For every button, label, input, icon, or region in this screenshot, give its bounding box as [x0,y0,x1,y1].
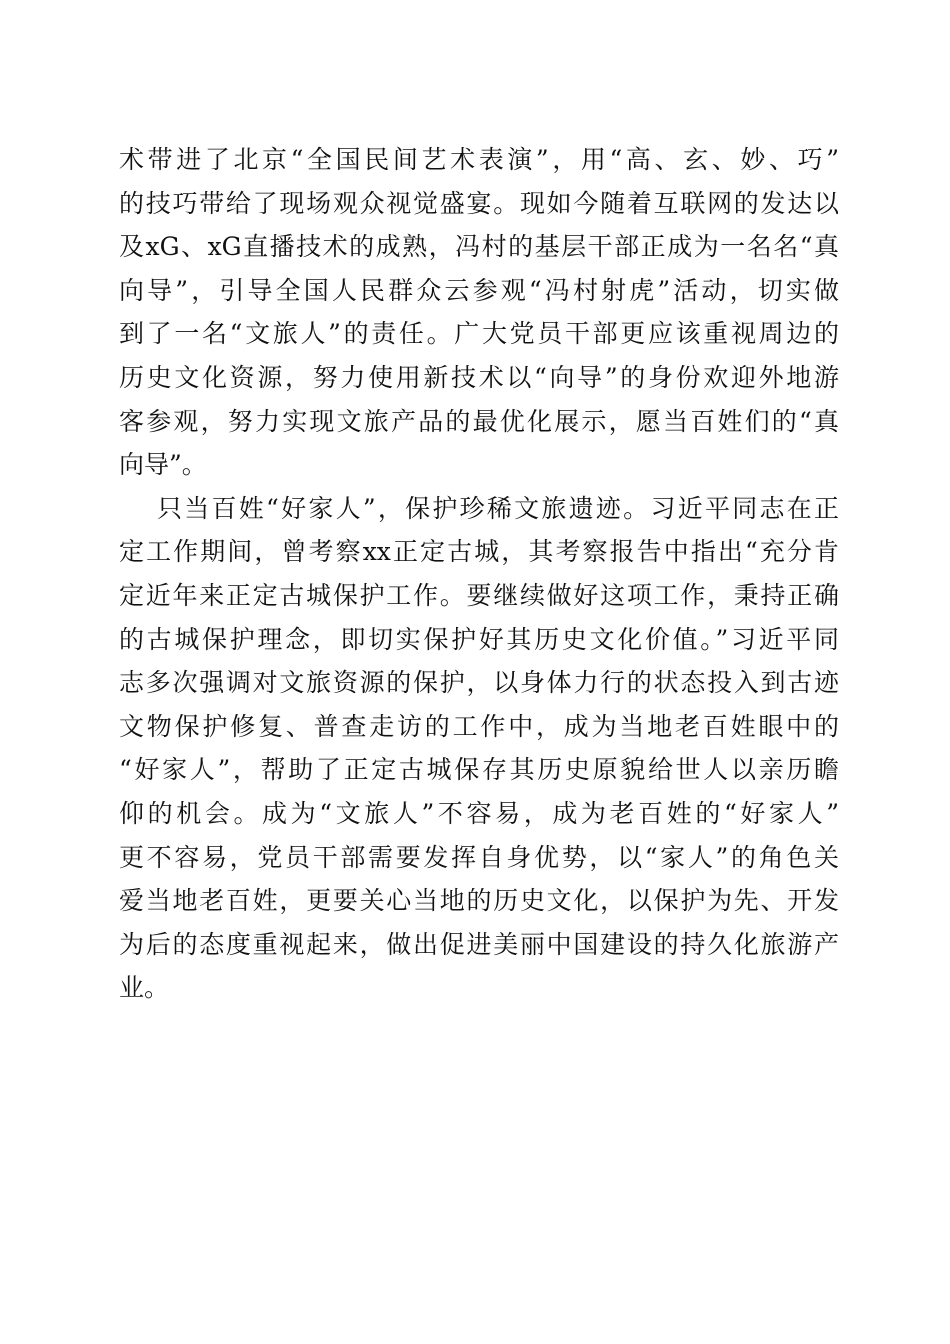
text-line: “好家人”，帮助了正定古城保存其历史原貌给世人以亲历瞻 [119,755,839,785]
body-text [119,138,839,1010]
text-line: 仰的机会。成为“文旅人”不容易，成为老百姓的“好家人” [119,798,839,828]
text-line: 业。 [119,973,170,1003]
text-line: 定近年来正定古城保护工作。要继续做好这项工作，秉持正确 [119,580,839,610]
text-line: 向导”，引导全国人民群众云参观“冯村射虎”活动，切实做 [119,275,839,305]
text-line: 爱当地老百姓，更要关心当地的历史文化，以保护为先、开发 [119,886,839,916]
text-line: 术带进了北京“全国民间艺术表演”，用“高、玄、妙、巧” [119,145,839,174]
text-line: 文物保护修复、普查走访的工作中，成为当地老百姓眼中的 [119,711,839,741]
text-line: 更不容易，党员干部需要发挥自身优势，以“家人”的角色关 [119,842,839,872]
text-line: 客参观，努力实现文旅产品的最优化展示，愿当百姓们的“真 [119,406,839,436]
text-line: 志多次强调对文旅资源的保护，以身体力行的状态投入到古迹 [119,668,839,698]
text-line: 的技巧带给了现场观众视觉盛宴。现如今随着互联网的发达以 [119,188,839,218]
text-line: 到了一名“文旅人”的责任。广大党员干部更应该重视周边的 [119,319,839,349]
text-line: 为后的态度重视起来，做出促进美丽中国建设的持久化旅游产 [119,929,839,959]
text-line: 历史文化资源，努力使用新技术以“向导”的身份欢迎外地游 [119,362,839,392]
text-line: 定工作期间，曾考察xx正定古城，其考察报告中指出“充分肯 [119,537,839,567]
text-line: 及xG、xG直播技术的成熟，冯村的基层干部正成为一名名“真 [119,232,839,262]
text-line: 向导”。 [119,450,207,480]
text-line: 的古城保护理念，即切实保护好其历史文化价值。”习近平同 [119,624,839,654]
paragraph-heading-line: 只当百姓“好家人”，保护珍稀文旅遗迹。习近平同志在正 [157,493,839,523]
